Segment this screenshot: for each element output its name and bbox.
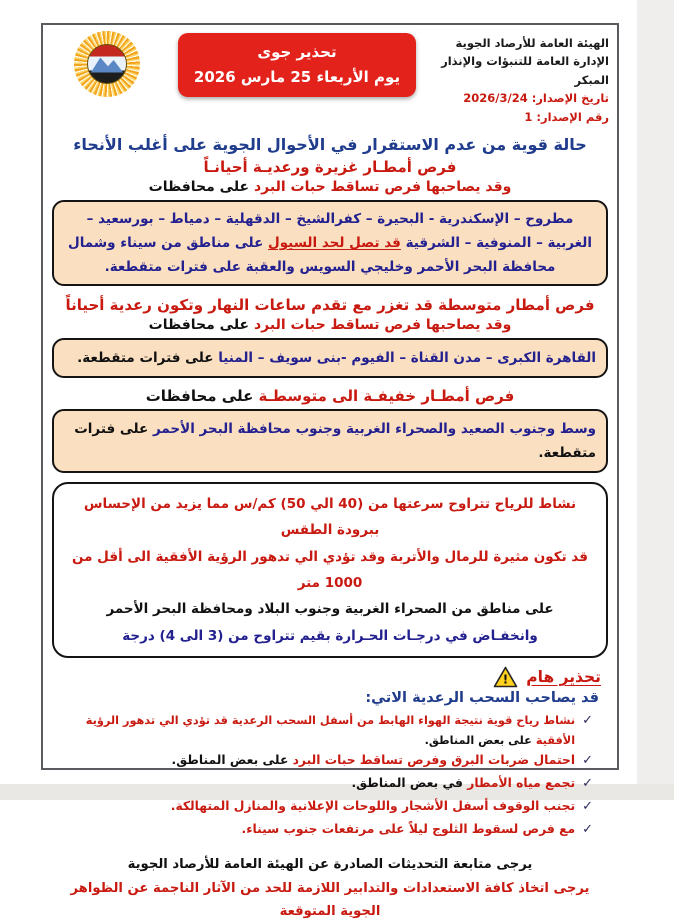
department-name: الإدارة العامة للتنبؤات والإنذار المبكر bbox=[441, 54, 609, 87]
document-footer bbox=[51, 853, 609, 922]
scan-margin-right bbox=[637, 0, 674, 800]
banner-date: يوم الأربعاء 25 مارس 2026 bbox=[193, 67, 401, 86]
heavy-rain-line: فرص أمطـار غزيرة ورعديـة أحيانـاً bbox=[203, 157, 457, 176]
issue-date: تاريخ الإصدار: 2026/3/24 bbox=[463, 91, 609, 106]
warning-list-item bbox=[51, 773, 609, 796]
issue-number: رقم الإصدار: 1 bbox=[524, 109, 609, 124]
flag-globe-emblem bbox=[87, 44, 127, 84]
check-icon: ✓ bbox=[582, 798, 593, 814]
document-header bbox=[51, 29, 609, 126]
light-rain-line bbox=[51, 387, 609, 405]
document-frame bbox=[41, 23, 619, 919]
item-text bbox=[171, 796, 575, 818]
hail-red-text: وقد يصاحبها فرص تساقط حبات البرد bbox=[253, 178, 512, 195]
wind-line-1: نشاط للرياح تتراوح سرعتها من (40 الي 50) كم/س مما يزيد من الإحساس ببرودة الطقس bbox=[83, 496, 577, 539]
footer-note-1: يرجى متابعة التحديثات الصادرة عن الهيئة العامة للأرصاد الجوية bbox=[127, 857, 533, 873]
wind-line-2: قد تكون مثيرة للرمال والأتربة وقد تؤدي الي تدهور الرؤية الأفقية الى أقل من 1000 متر bbox=[71, 548, 589, 591]
footer-note-2: يرجى اتخاذ كافة الاستعدادات والتدابير اللازمة للحد من الآثار الناجمة عن الظواهر الجوية المتوقعة bbox=[70, 880, 590, 919]
item-text bbox=[172, 750, 576, 772]
item-black-text: على بعض المناطق. bbox=[171, 753, 293, 768]
flood-warning-text: قد تصل لحد السيول bbox=[268, 234, 401, 251]
item-text bbox=[352, 773, 576, 795]
warning-list bbox=[51, 710, 609, 842]
warning-list-item bbox=[51, 796, 609, 819]
governorates-box-2-tail: على فترات متقطعة. bbox=[77, 350, 219, 366]
governorates-label-3: على محافظات bbox=[145, 387, 259, 406]
important-warning-header bbox=[51, 666, 609, 688]
temperature-drop-line: وانخفـاض في درجـات الحـرارة بقيم تتراوح من (3 الى 4) درجة bbox=[122, 627, 538, 644]
warning-list-item bbox=[51, 710, 609, 751]
item-text bbox=[51, 711, 575, 751]
regions-list-3: وسط وجنوب الصعيد والصحراء الغربية وجنوب محافظة البحر الأحمر bbox=[152, 421, 596, 438]
governorates-label-2: على محافظات bbox=[148, 317, 254, 333]
warning-triangle-icon bbox=[493, 666, 518, 688]
item-red-text: تجمع مياه الأمطار bbox=[467, 776, 576, 791]
logo-container bbox=[51, 29, 163, 97]
item-red-text: مع فرص لسقوط الثلوج ليلاً على مرتفعات جنوب سيناء. bbox=[241, 821, 576, 836]
item-red-text: احتمال ضربات البرق وفرص تساقط حبات البرد bbox=[292, 753, 576, 768]
meteorology-authority-logo-icon bbox=[74, 31, 140, 97]
agency-name: الهيئة العامة للأرصاد الجوية bbox=[455, 36, 609, 50]
governorates-list-2: القاهرة الكبرى – مدن القناة – الفيوم -بنى سويف – المنيا bbox=[218, 350, 596, 366]
item-red-text: تجنب الوقوف أسفل الأشجار واللوحات الإعلانية والمنازل المتهالكة. bbox=[170, 798, 576, 813]
item-black-text: على بعض المناطق. bbox=[424, 733, 536, 747]
warning-list-item bbox=[51, 750, 609, 773]
mountain-icon bbox=[88, 55, 126, 72]
item-black-text: في بعض المناطق. bbox=[351, 776, 468, 791]
item-red-text: نشاط رياح قوية نتيجة الهواء الهابط من أسفل السحب الرعدية قد تؤدي الي تدهور الرؤية الأفقية bbox=[85, 713, 576, 747]
warning-list-item bbox=[51, 819, 609, 842]
light-rain-red-text: فرص أمطـار خفيفـة الى متوسطـة bbox=[258, 387, 515, 406]
medium-rain-line: فرص أمطار متوسطة قد تغزر مع تقدم ساعات النهار وتكون رعدية أحياناً bbox=[65, 296, 595, 314]
issuing-authority-block bbox=[431, 29, 609, 126]
svg-text:!: ! bbox=[503, 672, 509, 687]
banner-title: تحذير جوى bbox=[257, 43, 337, 61]
wind-activity-box bbox=[52, 482, 608, 658]
governorates-box-1 bbox=[52, 200, 608, 286]
check-icon: ✓ bbox=[582, 753, 593, 769]
governorates-label-1: على محافظات bbox=[148, 178, 254, 195]
governorates-box-1-rest: على مناطق من سيناء وشمال محافظة البحر الأحمر وخليجي السويس والعقبة على فترات متقطعة. bbox=[68, 234, 556, 275]
warning-subtitle: قد يصاحب السحب الرعدية الاتي: bbox=[365, 689, 599, 706]
check-icon: ✓ bbox=[582, 821, 593, 837]
check-icon: ✓ bbox=[582, 776, 593, 792]
governorates-box-2 bbox=[52, 338, 608, 378]
wind-line-3: على مناطق من الصحراء الغربية وجنوب البلاد ومحافظة البحر الأحمر bbox=[106, 601, 554, 618]
check-icon: ✓ bbox=[582, 712, 593, 728]
governorates-list-1: مطروح – الإسكندرية - البحيرة – كفرالشيخ – الدقهلية – دمياط – بورسعيد – الغربية – المنوفية – الشرقية bbox=[86, 210, 592, 251]
hail-red-text-2: وقد يصاحبها فرص تساقط حبات البرد bbox=[253, 317, 512, 333]
item-text bbox=[242, 819, 576, 841]
warning-title: تحذير هام bbox=[526, 667, 601, 686]
regions-box-3-tail: على فترات متقطعة. bbox=[74, 421, 596, 462]
weather-warning-banner bbox=[178, 33, 416, 97]
hail-line-2 bbox=[51, 317, 609, 333]
main-headline: حالة قوية من عدم الاستقرار في الأحوال الجوية على أغلب الأنحاء bbox=[73, 134, 587, 154]
hail-line-1 bbox=[51, 179, 609, 195]
regions-box-3 bbox=[52, 409, 608, 473]
